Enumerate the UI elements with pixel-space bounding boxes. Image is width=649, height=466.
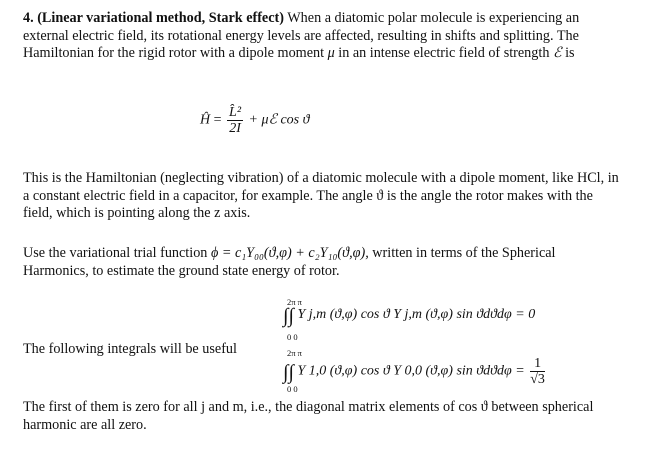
integral2-upper-limits: 2π π <box>287 348 302 358</box>
intro-text: When a diatomic polar molecule is experiencing an external electric field, its rotational energy levels are affected, resulting in shifts and splitting. The Hamiltonian for the rigid rotor with a dipole moment <box>23 10 580 61</box>
integral2-result-fraction <box>530 356 545 387</box>
explanation-paragraph: This is the Hamiltonian (neglecting vibration) of a diatomic molecule with a dipole moment, like HCl, in a constant electric field in a capacitor, for example. The angle ϑ is the angle the rotor makes with the field, which is pointing along the z axis. <box>23 170 619 221</box>
field-symbol: ℰ <box>552 45 562 61</box>
problem-title: (Linear variational method, Stark effect) <box>37 10 284 26</box>
double-integral-sign: ∫∫ <box>283 361 294 384</box>
intro-text-end: is <box>565 45 575 61</box>
angular-momentum-squared: L̂² <box>229 105 242 120</box>
problem-number: 4. <box>23 10 34 26</box>
hamiltonian-equation <box>200 105 310 136</box>
integral2-expression: Y 1,0 (ϑ,φ) cos ϑ Y 0,0 (ϑ,φ) sin ϑdϑdφ = <box>297 363 525 379</box>
stark-term: + μℰ cos ϑ <box>248 112 310 128</box>
closing-paragraph: The first of them is zero for all j and m, i.e., the diagonal matrix elements of cos ϑ between spherical harmonic are all zero. <box>23 399 594 433</box>
mu-symbol: μ <box>327 45 335 61</box>
equals-sign: = <box>213 112 222 128</box>
kinetic-fraction <box>227 105 243 136</box>
useful-integrals-label: The following integrals will be useful <box>23 341 237 357</box>
trial-function: ϕ = c₁Y₀₀(ϑ,φ) + c₂Y₁₀(ϑ,φ), <box>210 245 369 261</box>
hamiltonian-symbol: Ĥ <box>200 112 211 128</box>
integral2 <box>283 356 547 387</box>
integral1-lower-limits: 0 0 <box>287 332 298 342</box>
trial-outro: written in terms of the Spherical Harmonics, to estimate the ground state energy of rotor. <box>23 245 556 279</box>
integral2-lower-limits: 0 0 <box>287 384 298 394</box>
integral1-expression: Y j,m (ϑ,φ) cos ϑ Y j,m (ϑ,φ) sin ϑdϑdφ = 0 <box>297 307 536 322</box>
integral2-denominator: √3 <box>530 372 545 387</box>
problem-statement <box>23 10 623 63</box>
moment-of-inertia: 2I <box>229 121 241 136</box>
trial-intro: Use the variational trial function <box>23 245 208 261</box>
integral1 <box>283 305 535 328</box>
trial-function-paragraph <box>23 245 623 280</box>
integral2-numerator: 1 <box>530 356 545 372</box>
double-integral-sign: ∫∫ <box>283 305 294 327</box>
integral1-upper-limits: 2π π <box>287 297 302 307</box>
intro-text-mid: in an intense electric field of strength <box>338 45 550 61</box>
